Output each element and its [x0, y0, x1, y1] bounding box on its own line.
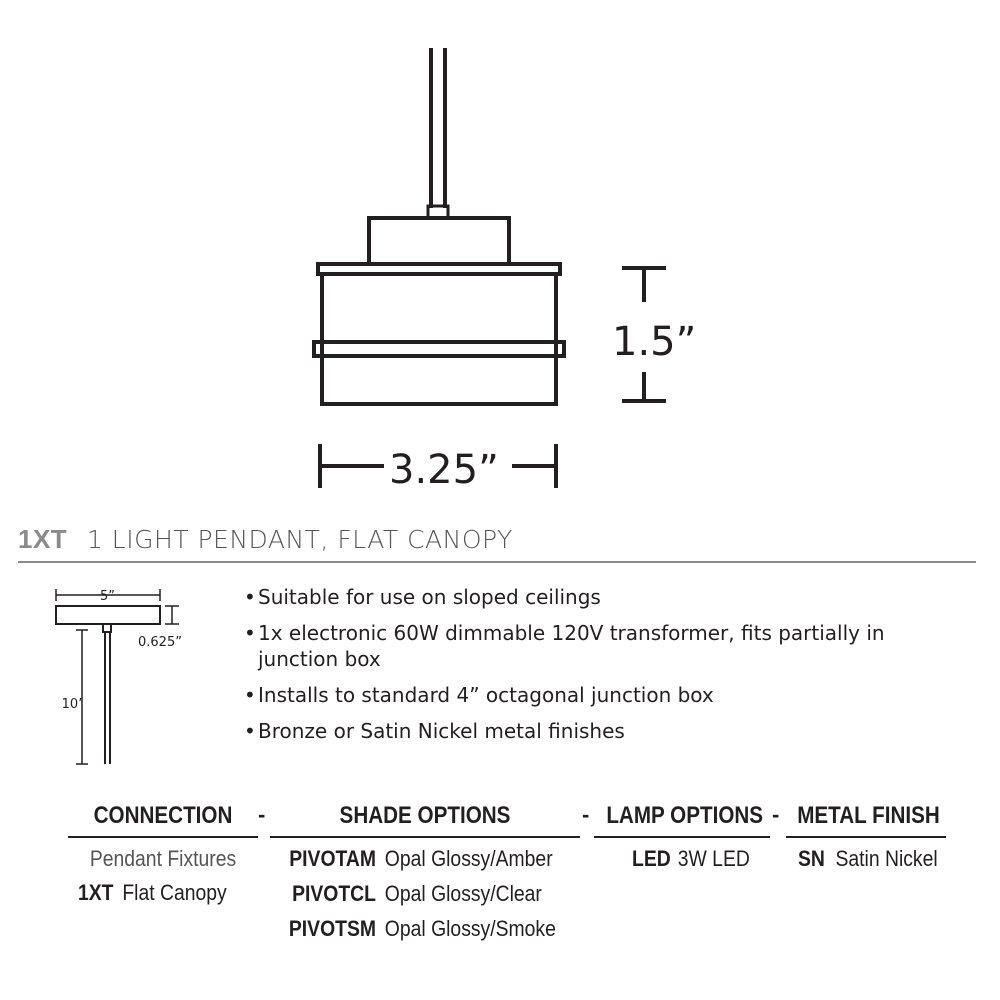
connection-header: CONNECTION	[93, 802, 233, 829]
feature-item	[244, 718, 964, 744]
lamp-options-rule	[594, 836, 770, 838]
option-desc: Opal Glossy/Smoke	[384, 916, 556, 941]
height-dimension-label: 1.5”	[612, 319, 697, 365]
connection-rule	[68, 836, 258, 838]
canopy-plate	[56, 606, 160, 624]
feature-text: 1x electronic 60W dimmable 120V transformer, fits partially in junction box	[258, 621, 885, 671]
product-code: 1XT	[18, 524, 68, 554]
option-desc: 3W LED	[677, 846, 750, 871]
shade-options-header: SHADE OPTIONS	[339, 802, 511, 829]
option-desc: Opal Glossy/Clear	[384, 881, 542, 906]
product-name: 1 LIGHT PENDANT, FLAT CANOPY	[86, 525, 513, 554]
option-desc: Satin Nickel	[835, 846, 938, 871]
shade-option	[288, 881, 542, 907]
bullet: •	[244, 719, 256, 743]
feature-item	[244, 584, 964, 610]
width-dimension-label: 3.25”	[389, 447, 499, 493]
feature-item	[244, 620, 964, 672]
feature-item	[244, 682, 964, 708]
shade-option	[288, 916, 556, 942]
option-desc: Opal Glossy/Amber	[384, 846, 553, 871]
cord-length-label: 10’	[61, 697, 83, 712]
canopy-stem	[103, 624, 111, 632]
feature-text: Bronze or Satin Nickel metal finishes	[258, 719, 625, 743]
feature-text: Installs to standard 4” octagonal junction box	[258, 683, 714, 707]
canopy-height-label: 0.625”	[138, 635, 182, 650]
bullet: •	[244, 683, 256, 707]
shade-option	[288, 846, 553, 872]
feature-text: Suitable for use on sloped ceilings	[258, 585, 601, 609]
connection-subheader: Pendant Fixtures	[89, 846, 237, 871]
shade-options-rule	[270, 836, 580, 838]
option-code: PIVOTCL	[292, 881, 376, 906]
lamp-option	[632, 846, 750, 872]
option-code: PIVOTAM	[289, 846, 376, 871]
metal-finish-header: METAL FINISH	[797, 802, 940, 829]
connection-option	[78, 880, 227, 906]
canopy-width-label: 5”	[100, 589, 116, 604]
column-separator: -	[582, 802, 590, 827]
bullet: •	[244, 585, 256, 609]
option-code: PIVOTSM	[288, 916, 376, 941]
option-code: 1XT	[78, 880, 114, 905]
finish-option	[798, 846, 938, 872]
feature-list	[244, 584, 964, 754]
option-desc: Flat Canopy	[122, 880, 227, 905]
lamp-options-header: LAMP OPTIONS	[606, 802, 764, 829]
column-separator: -	[258, 802, 266, 827]
option-code: LED	[632, 846, 671, 871]
metal-finish-rule	[786, 836, 946, 838]
bullet: •	[244, 621, 256, 645]
column-separator: -	[772, 802, 780, 827]
option-code: SN	[798, 846, 825, 871]
